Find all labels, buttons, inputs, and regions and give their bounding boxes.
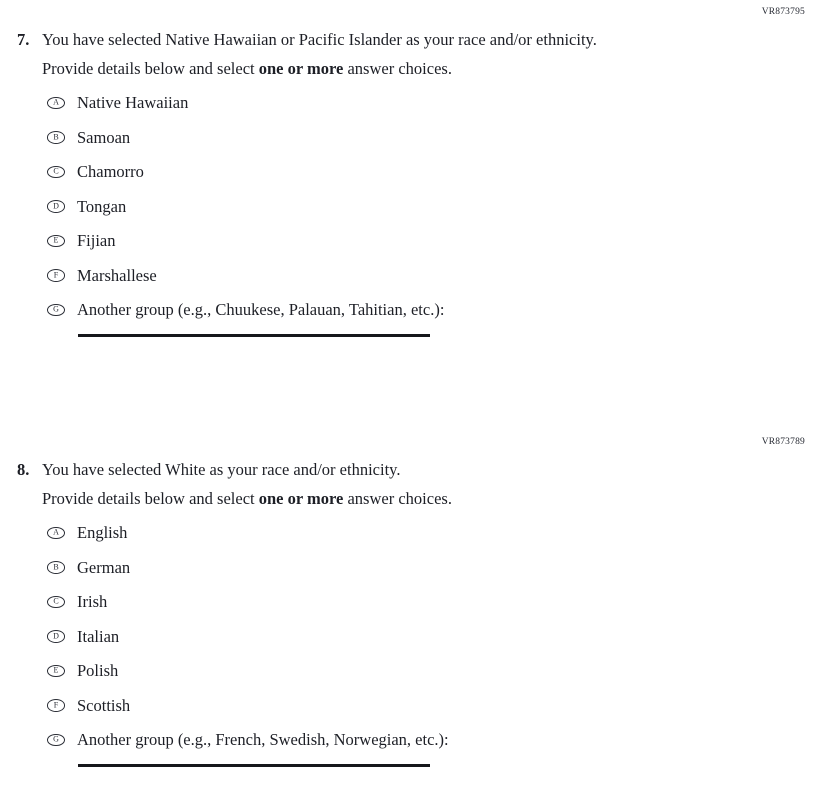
question-instruction (42, 489, 452, 509)
form-code: VR873789 (761, 437, 805, 447)
answer-bubble-c[interactable] (47, 596, 65, 609)
answer-option-polish (47, 660, 449, 682)
bubble-letter: D (53, 201, 59, 211)
answer-label: Polish (77, 661, 119, 681)
answer-bubble-f[interactable] (47, 269, 65, 282)
bubble-letter: C (53, 596, 59, 606)
answer-label: Samoan (77, 127, 131, 147)
bubble-letter: B (53, 132, 59, 142)
answer-bubble-d[interactable] (47, 200, 65, 213)
answer-bubble-c[interactable] (47, 166, 65, 179)
question-8 (0, 437, 831, 790)
answer-option-another-group (47, 299, 444, 321)
bubble-letter: E (53, 665, 59, 675)
instruction-text: Provide details below and select (42, 59, 259, 78)
answer-label: Fijian (77, 231, 116, 251)
answer-option-irish (47, 591, 449, 613)
answer-option-german (47, 556, 449, 578)
answer-bubble-a[interactable] (47, 97, 65, 110)
answer-bubble-b[interactable] (47, 561, 65, 574)
answer-option-italian (47, 625, 449, 647)
answer-label: Chamorro (77, 162, 144, 182)
answer-option-scottish (47, 694, 449, 716)
answer-bubble-d[interactable] (47, 630, 65, 643)
instruction-text: answer choices. (343, 59, 452, 78)
bubble-letter: E (53, 235, 59, 245)
answer-label: Another group (e.g., French, Swedish, Norwegian, etc.): (77, 730, 449, 750)
question-7 (0, 7, 831, 363)
answer-bubble-b[interactable] (47, 131, 65, 144)
answer-label: Irish (77, 592, 108, 612)
answer-label: German (77, 557, 131, 577)
answer-label: Native Hawaiian (77, 93, 189, 113)
write-in-line[interactable] (78, 334, 430, 337)
write-in-line[interactable] (78, 764, 430, 767)
answer-option-english (47, 522, 449, 544)
answer-label: Scottish (77, 695, 131, 715)
answer-options-list (47, 92, 444, 321)
bubble-letter: F (53, 700, 59, 710)
answer-bubble-e[interactable] (47, 235, 65, 248)
question-number: 7. (17, 30, 30, 49)
bubble-letter: C (53, 166, 59, 176)
answer-bubble-g[interactable] (47, 304, 65, 317)
instruction-bold-text: one or more (258, 59, 344, 78)
answer-option-fijian (47, 230, 444, 252)
answer-option-chamorro (47, 161, 444, 183)
answer-bubble-e[interactable] (47, 665, 65, 678)
instruction-bold-text: one or more (258, 489, 344, 508)
answer-option-marshallese (47, 264, 444, 286)
question-text: You have selected Native Hawaiian or Pacific Islander as your race and/or ethnicity. (42, 30, 597, 49)
answer-options-list (47, 522, 449, 751)
answer-label: Marshallese (77, 265, 157, 285)
bubble-letter: D (53, 631, 59, 641)
answer-label: English (77, 523, 128, 543)
answer-bubble-a[interactable] (47, 527, 65, 540)
form-code: VR873795 (761, 7, 805, 17)
answer-option-another-group (47, 729, 449, 751)
instruction-text: answer choices. (343, 489, 452, 508)
bubble-letter: G (53, 734, 59, 744)
answer-label: Italian (77, 626, 120, 646)
answer-option-tongan (47, 195, 444, 217)
question-instruction (42, 59, 452, 79)
question-text: You have selected White as your race and/or ethnicity. (42, 460, 401, 479)
answer-bubble-f[interactable] (47, 699, 65, 712)
answer-option-samoan (47, 126, 444, 148)
bubble-letter: G (53, 304, 59, 314)
answer-label: Tongan (77, 196, 127, 216)
instruction-text: Provide details below and select (42, 489, 259, 508)
answer-label: Another group (e.g., Chuukese, Palauan, Tahitian, etc.): (77, 300, 445, 320)
bubble-letter: F (53, 270, 59, 280)
answer-option-native-hawaiian (47, 92, 444, 114)
bubble-letter: A (53, 97, 59, 107)
bubble-letter: B (53, 562, 59, 572)
bubble-letter: A (53, 527, 59, 537)
question-number: 8. (17, 460, 30, 479)
answer-bubble-g[interactable] (47, 734, 65, 747)
